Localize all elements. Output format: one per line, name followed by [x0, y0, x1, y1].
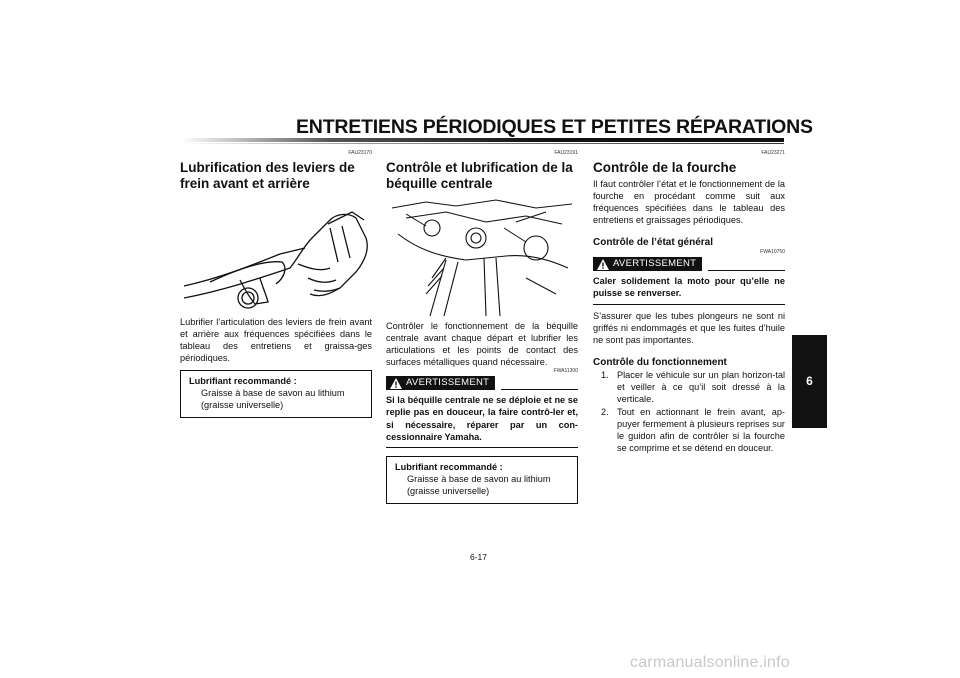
warning-text: Caler solidement la moto pour qu’elle ne puisse se renverser.: [593, 276, 785, 299]
column-brake-levers: [180, 150, 372, 418]
warning-badge: [386, 376, 495, 390]
warning-header: [593, 257, 785, 271]
lubricant-label: Lubrifiant recommandé :: [395, 461, 503, 472]
column-center-stand: [386, 150, 578, 504]
warning-badge-label: AVERTISSEMENT: [406, 377, 490, 389]
section-paragraph: Il faut contrôler l’état et le fonctionnement de la fourche en procédant comme suit aux fréquences spécifiées dans le tableau des entretiens et graissages périodiques.: [593, 179, 785, 226]
header-rule: [181, 138, 784, 142]
chapter-side-tab[interactable]: 6: [792, 335, 827, 428]
section-heading: Contrôle de la fourche: [593, 160, 737, 175]
header-rule-thin: [181, 143, 784, 144]
lubricant-box: [180, 370, 372, 418]
section-paragraph: Lubrifier l’articulation des leviers de frein avant et arrière aux fréquences spécifiées dans le tableau des entretiens et graissa-ges périodiques.: [180, 317, 372, 364]
warning-code: FWA11300: [553, 368, 578, 375]
steps-list: [593, 369, 785, 455]
lubricant-value: Graisse à base de savon au lithium (graisse universelle): [407, 473, 551, 496]
warning-line: [501, 389, 578, 390]
section-code: FAU23191: [554, 150, 578, 156]
warning-line: [708, 270, 785, 271]
section-paragraph: Contrôler le fonctionnement de la béquille centrale avant chaque départ et lubrifier les articulations et les points de contact des surfaces métalliques quand nécessaire.: [386, 321, 578, 368]
lubricant-label: Lubrifiant recommandé :: [189, 376, 297, 387]
center-stand-illustration: [386, 198, 578, 320]
step-text: Tout en actionnant le frein avant, ap-puyer fermement à plusieurs reprises sur le guidon afin de contrôler si la fourche se comprime et se détend en douceur.: [617, 407, 785, 454]
subheading-general: Contrôle de l’état général: [593, 237, 714, 249]
warning-text: Si la béquille centrale ne se déploie et ne se replie pas en douceur, la faire contrô-ler et, si nécessaire, réparer par un con-cessionnaire Yamaha.: [386, 395, 578, 442]
warning-triangle-icon: [597, 259, 609, 270]
section-paragraph-2: S’assurer que les tubes plongeurs ne sont ni griffés ni endommagés et que les fuites d’huile ne sont pas importantes.: [593, 310, 785, 345]
brake-lever-illustration: [180, 198, 372, 316]
warning-code: FWA10750: [760, 249, 785, 256]
warning-rule: [386, 447, 578, 448]
subheading-operation: Contrôle du fonctionnement: [593, 356, 727, 368]
step-number: 1.: [601, 369, 609, 380]
warning-badge: [593, 257, 702, 271]
step-text: Placer le véhicule sur un plan horizon-tal et veiller à ce qu’il soit dressé à la verticale.: [617, 369, 785, 405]
list-item: [593, 369, 785, 405]
warning-triangle-icon: [390, 378, 402, 389]
section-heading: Lubrification des leviers de frein avant et arrière: [180, 160, 355, 191]
warning-header: [386, 376, 578, 390]
watermark: carmanualsonline.info: [630, 654, 790, 671]
step-number: 2.: [601, 407, 609, 418]
warning-rule: [593, 304, 785, 305]
warning-badge-label: AVERTISSEMENT: [613, 258, 697, 270]
section-code: FAU23271: [761, 150, 785, 156]
lubricant-box: [386, 456, 578, 504]
column-front-fork: [593, 150, 785, 456]
list-item: [593, 406, 785, 454]
lubricant-value: Graisse à base de savon au lithium (graisse universelle): [201, 388, 345, 411]
section-heading: Contrôle et lubrification de la béquille centrale: [386, 160, 573, 191]
section-code: FAU23170: [348, 150, 372, 156]
page-header-title: ENTRETIENS PÉRIODIQUES ET PETITES RÉPARATIONS: [296, 116, 813, 138]
page-number: 6-17: [470, 552, 488, 562]
